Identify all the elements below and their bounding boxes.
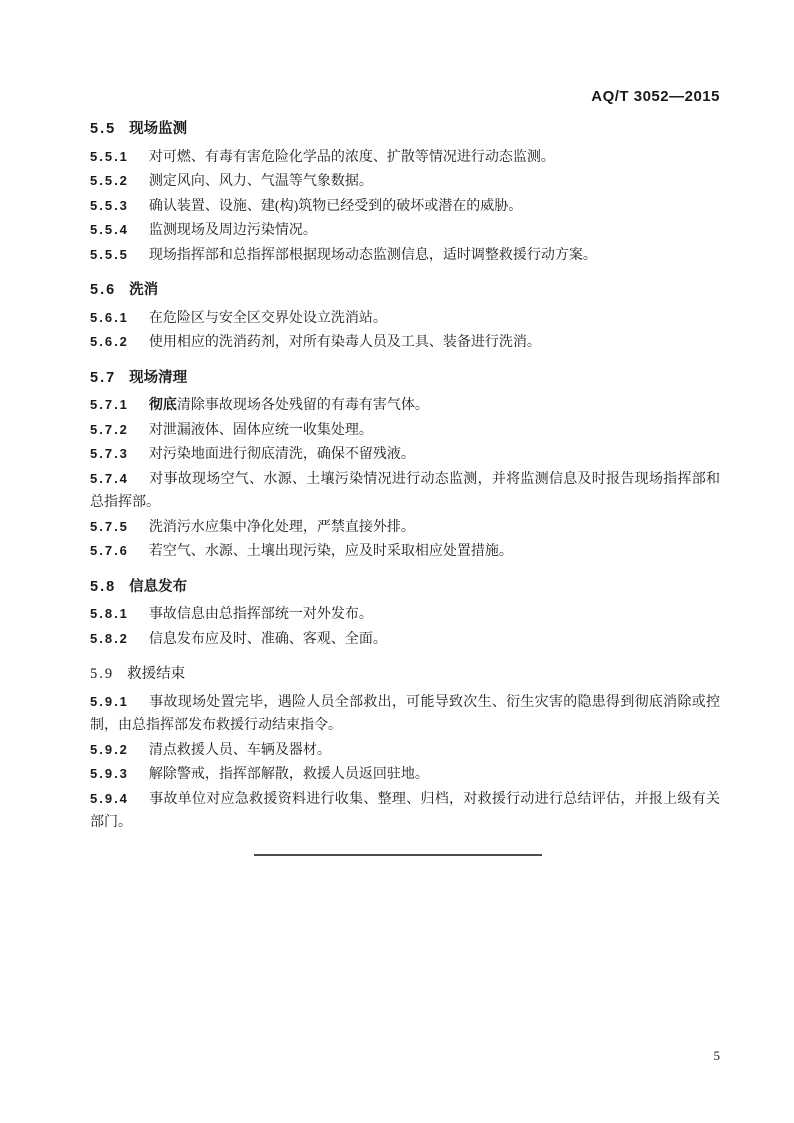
clauses xyxy=(90,602,720,651)
clause-number: 5.5.2 xyxy=(90,173,129,188)
clause-number: 5.5.1 xyxy=(90,148,129,164)
footer-divider xyxy=(254,854,542,856)
section xyxy=(90,576,720,652)
clause-number: 5.8.1 xyxy=(90,606,129,621)
clause xyxy=(90,218,720,243)
clause-number: 5.5.3 xyxy=(90,197,129,213)
clause xyxy=(90,418,720,443)
clause-text: 清点救援人员、车辆及器材。 xyxy=(148,742,331,758)
clause-text: 洗消污水应集中净化处理，严禁直接外排。 xyxy=(148,519,415,535)
clause-text: 若空气、水源、土壤出现污染，应及时采取相应处置措施。 xyxy=(148,544,513,559)
clauses xyxy=(90,393,720,564)
clause xyxy=(90,194,720,219)
clause-bold-text: 彻底 xyxy=(148,396,177,412)
section-title: 现场监测 xyxy=(129,121,188,137)
clause-number: 5.7.6 xyxy=(90,543,129,558)
clause-text: 对事故现场空气、水源、土壤污染情况进行动态监测，并将监测信息及时报告现场指挥部和总指挥部。 xyxy=(90,471,720,510)
section-number: 5.9 xyxy=(90,666,115,682)
clause-text: 清除事故现场各处残留的有毒有害气体。 xyxy=(176,398,429,413)
section-heading xyxy=(90,279,720,303)
clause-number: 5.5.4 xyxy=(90,222,129,237)
clause xyxy=(90,690,720,738)
clause-number: 5.9.3 xyxy=(90,766,129,781)
section-title: 救援结束 xyxy=(127,666,186,682)
clause xyxy=(90,787,720,835)
clause-number: 5.9.2 xyxy=(90,741,129,757)
clauses xyxy=(90,690,720,835)
clause-number: 5.7.2 xyxy=(90,421,129,437)
clause xyxy=(90,467,720,515)
section-heading xyxy=(90,367,720,391)
clause-text: 信息发布应及时、准确、客观、全面。 xyxy=(148,631,387,647)
section-number: 5.5 xyxy=(90,121,117,137)
clause-number: 5.9.4 xyxy=(90,790,129,806)
clause-text: 在危险区与安全区交界处设立洗消站。 xyxy=(148,310,387,326)
section xyxy=(90,118,720,267)
section-title: 洗消 xyxy=(129,282,159,298)
clause xyxy=(90,602,720,627)
section-title: 信息发布 xyxy=(129,578,188,595)
clause-text: 对泄漏液体、固体应统一收集处理。 xyxy=(148,422,373,438)
sections-container xyxy=(90,118,720,835)
clause xyxy=(90,145,720,170)
clause-text: 对污染地面进行彻底清洗，确保不留残液。 xyxy=(148,447,415,462)
clause-text: 事故现场处置完毕，遇险人员全部救出，可能导致次生、衍生灾害的隐患得到彻底消除或控制，由总指挥部发布救援行动结束指令。 xyxy=(90,694,720,733)
standard-number-header: AQ/T 3052—2015 xyxy=(591,88,720,105)
page-content xyxy=(90,88,720,835)
clause-number: 5.7.5 xyxy=(90,518,129,534)
clause xyxy=(90,243,720,268)
clause-text: 监测现场及周边污染情况。 xyxy=(148,223,317,238)
clause-number: 5.7.3 xyxy=(90,446,129,461)
clauses xyxy=(90,306,720,355)
clause xyxy=(90,442,720,467)
clause xyxy=(90,539,720,564)
section-heading xyxy=(90,663,720,687)
section-title: 现场清理 xyxy=(129,369,188,386)
clause-number: 5.6.2 xyxy=(90,334,129,349)
clause-number: 5.5.5 xyxy=(90,246,129,262)
clause-text: 现场指挥部和总指挥部根据现场动态监测信息，适时调整救援行动方案。 xyxy=(148,247,597,263)
clause xyxy=(90,738,720,763)
clause-text: 测定风向、风力、气温等气象数据。 xyxy=(148,174,373,189)
section xyxy=(90,663,720,835)
clause xyxy=(90,393,720,418)
clause-text: 事故信息由总指挥部统一对外发布。 xyxy=(148,607,373,622)
section-number: 5.8 xyxy=(90,578,117,595)
section xyxy=(90,367,720,564)
clause xyxy=(90,515,720,540)
page-number: 5 xyxy=(713,1048,720,1063)
section-heading xyxy=(90,576,720,600)
section-number: 5.7 xyxy=(90,369,117,386)
clause-number: 5.8.2 xyxy=(90,630,129,646)
clause-number: 5.9.1 xyxy=(90,693,129,709)
clause xyxy=(90,627,720,652)
clause-text: 对可燃、有毒有害危险化学品的浓度、扩散等情况进行动态监测。 xyxy=(148,149,555,165)
section-heading xyxy=(90,118,720,142)
clause-number: 5.7.4 xyxy=(90,470,129,486)
clause-text: 事故单位对应急救援资料进行收集、整理、归档，对救援行动进行总结评估，并报上级有关部门。 xyxy=(90,791,720,830)
clause-text: 使用相应的洗消药剂，对所有染毒人员及工具、装备进行洗消。 xyxy=(148,335,541,350)
section xyxy=(90,279,720,355)
clause xyxy=(90,330,720,355)
clause-text: 解除警戒，指挥部解散，救援人员返回驻地。 xyxy=(148,767,429,782)
clause-text: 确认装置、设施、建(构)筑物已经受到的破坏或潜在的威胁。 xyxy=(148,198,523,214)
clause xyxy=(90,169,720,194)
clause xyxy=(90,762,720,787)
clauses xyxy=(90,145,720,268)
clause xyxy=(90,306,720,331)
clause-number: 5.7.1 xyxy=(90,397,129,412)
section-number: 5.6 xyxy=(90,282,117,298)
clause-number: 5.6.1 xyxy=(90,309,129,325)
